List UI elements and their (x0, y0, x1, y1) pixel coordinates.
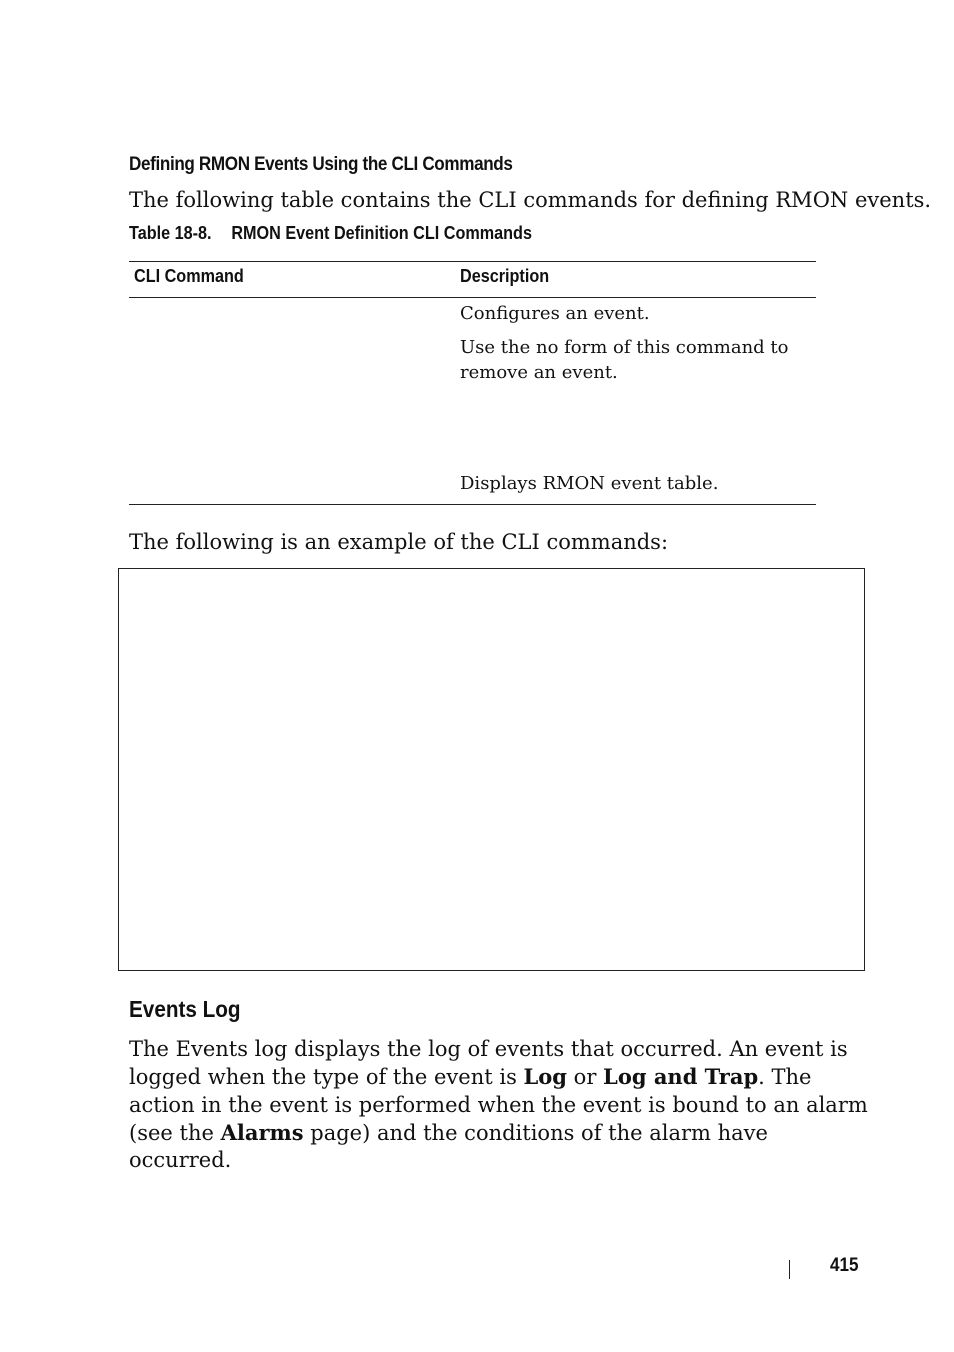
table-caption-title: RMON Event Definition CLI Commands (231, 223, 532, 243)
table-header-description: Description (460, 266, 550, 286)
paragraph-text: page) and the conditions of the alarm have occurred. (129, 1120, 768, 1173)
paragraph-text: . The action in the event is performed when the event is bound to an alarm (see the (129, 1065, 868, 1145)
table-header-command: CLI Command (134, 266, 244, 286)
table-top-rule (129, 261, 816, 262)
ui-term-log-and-trap: Log and Trap (603, 1064, 759, 1090)
table-caption (129, 223, 532, 244)
section-subheading: Defining RMON Events Using the CLI Commands (129, 154, 513, 175)
page-number-divider (789, 1260, 790, 1279)
events-log-paragraph (129, 1036, 869, 1174)
example-intro: The following is an example of the CLI commands: (129, 530, 669, 554)
events-log-heading: Events Log (129, 996, 241, 1022)
code-example-box (118, 568, 865, 971)
table-cell-description: Use the no form of this command to remove an event. (460, 337, 789, 383)
paragraph-text: The Events log displays the log of events that occurred. An event is logged when the type of the event is (129, 1037, 848, 1090)
page-number: 415 (830, 1255, 859, 1276)
table-cell-description: Displays RMON event table. (460, 473, 719, 494)
ui-term-log: Log (523, 1064, 567, 1090)
paragraph-text: or (567, 1065, 604, 1090)
table-header-rule (129, 297, 816, 298)
table-bottom-rule (129, 504, 816, 505)
table-cell-description: Configures an event. (460, 303, 650, 324)
intro-paragraph: The following table contains the CLI commands for defining RMON events. (129, 188, 932, 212)
ui-term-alarms: Alarms (220, 1119, 304, 1145)
table-caption-number: Table 18-8. (129, 223, 212, 243)
